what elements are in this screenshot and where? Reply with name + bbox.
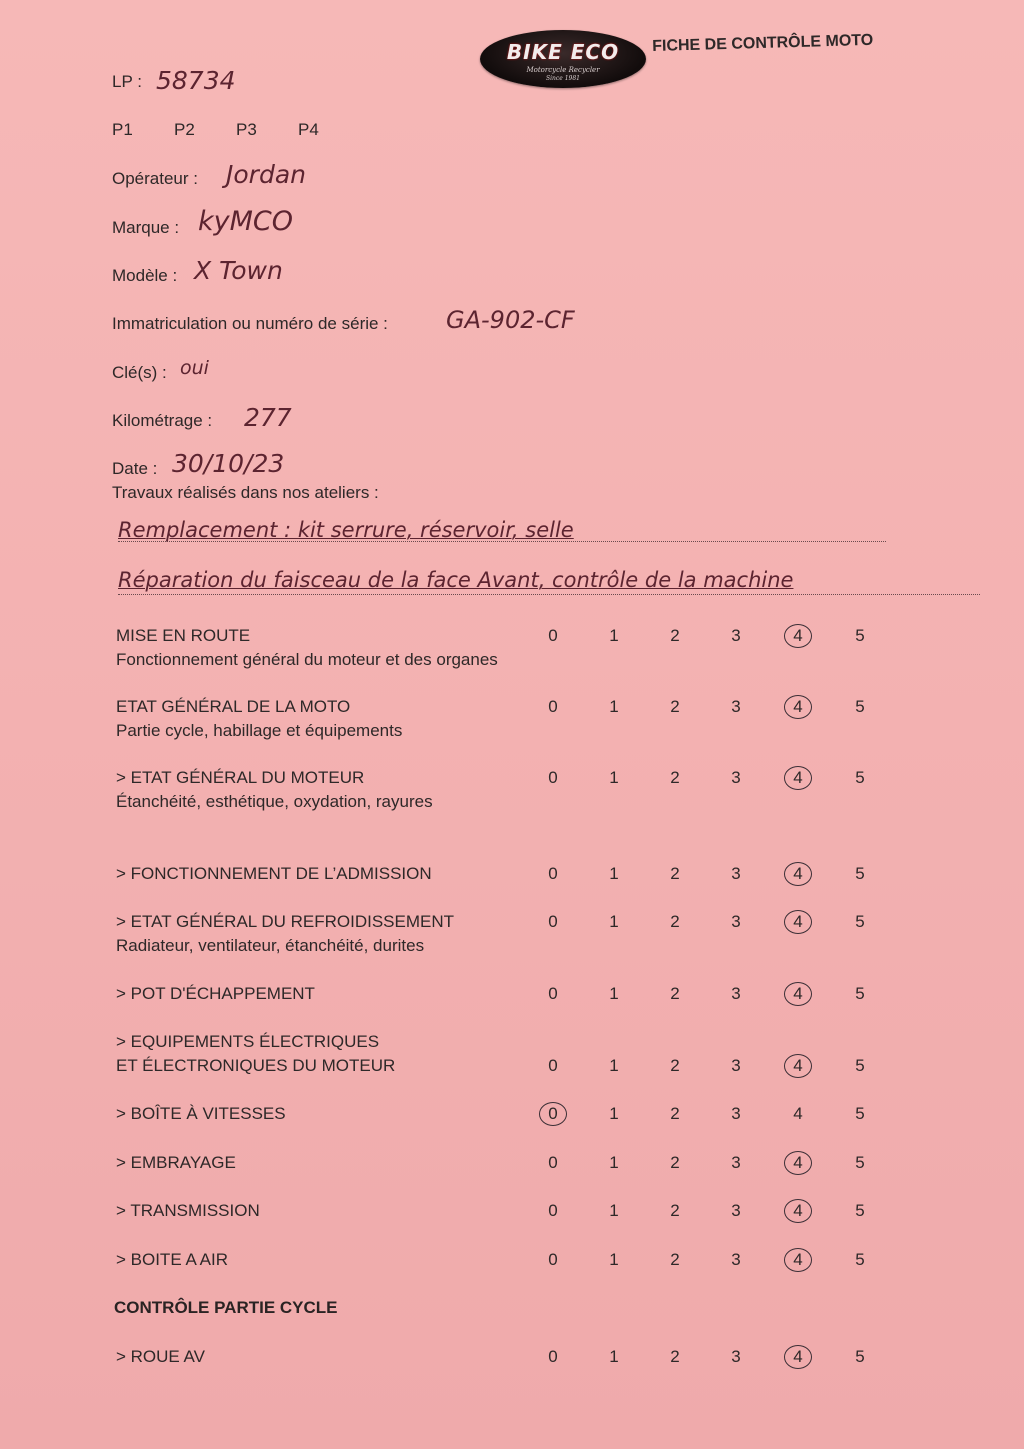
score-boite-a-air-1[interactable]: 1 xyxy=(609,1250,619,1269)
score-etat-general-de-la-moto-0[interactable]: 0 xyxy=(548,697,558,716)
score-embrayage-0[interactable]: 0 xyxy=(548,1153,558,1172)
score-pot-d-echappement-0[interactable]: 0 xyxy=(548,984,558,1003)
score-boite-a-air-2[interactable]: 2 xyxy=(670,1250,680,1269)
score-equipements-electriques-0[interactable]: 0 xyxy=(548,1056,558,1075)
section-cycle-heading: CONTRÔLE PARTIE CYCLE xyxy=(114,1298,338,1317)
score-etat-general-de-la-moto-5[interactable]: 5 xyxy=(855,697,865,716)
logo-tagline: Motorcycle Recycler xyxy=(526,66,600,74)
immatriculation-label: Immatriculation ou numéro de série : xyxy=(112,314,388,333)
score-etat-general-du-refroidissement-3[interactable]: 3 xyxy=(731,912,741,931)
check-title2-equipements-electriques: ET ÉLECTRONIQUES DU MOTEUR xyxy=(116,1056,396,1075)
cles-label: Clé(s) : xyxy=(112,363,167,382)
check-title-mise-en-route: MISE EN ROUTE xyxy=(116,626,251,645)
travaux-label: Travaux réalisés dans nos ateliers : xyxy=(112,483,379,502)
sheet-title: FICHE DE CONTRÔLE MOTO xyxy=(652,31,874,55)
score-boite-a-air-0[interactable]: 0 xyxy=(548,1250,558,1269)
operateur-value: Jordan xyxy=(226,160,306,189)
check-sub-etat-general-du-refroidissement: Radiateur, ventilateur, étanchéité, durites xyxy=(116,936,425,955)
score-mise-en-route-3[interactable]: 3 xyxy=(731,626,741,645)
modele-label: Modèle : xyxy=(112,266,178,285)
score-roue-av-0[interactable]: 0 xyxy=(548,1347,558,1366)
lp-label: LP : xyxy=(112,72,142,91)
score-boite-a-vitesses-3[interactable]: 3 xyxy=(731,1104,741,1123)
score-etat-general-du-refroidissement-2[interactable]: 2 xyxy=(670,912,680,931)
score-boite-a-vitesses-0-selected[interactable]: 0 xyxy=(539,1102,567,1126)
score-equipements-electriques-5[interactable]: 5 xyxy=(855,1056,865,1075)
score-fonctionnement-de-l-admission-4-selected[interactable]: 4 xyxy=(784,862,812,886)
bike-eco-logo xyxy=(480,30,646,88)
score-boite-a-vitesses-1[interactable]: 1 xyxy=(609,1104,619,1123)
score-transmission-1[interactable]: 1 xyxy=(609,1201,619,1220)
score-transmission-0[interactable]: 0 xyxy=(548,1201,558,1220)
marque-value: kyMCO xyxy=(198,206,294,237)
score-boite-a-vitesses-5[interactable]: 5 xyxy=(855,1104,865,1123)
score-roue-av-3[interactable]: 3 xyxy=(731,1347,741,1366)
score-etat-general-du-moteur-1[interactable]: 1 xyxy=(609,768,619,787)
check-title-etat-general-de-la-moto: ETAT GÉNÉRAL DE LA MOTO xyxy=(116,697,351,716)
score-roue-av-5[interactable]: 5 xyxy=(855,1347,865,1366)
check-title-etat-general-du-refroidissement: > ETAT GÉNÉRAL DU REFROIDISSEMENT xyxy=(116,912,455,931)
score-pot-d-echappement-1[interactable]: 1 xyxy=(609,984,619,1003)
score-boite-a-air-3[interactable]: 3 xyxy=(731,1250,741,1269)
score-etat-general-du-refroidissement-4-selected[interactable]: 4 xyxy=(784,910,812,934)
kilometrage-label: Kilométrage : xyxy=(112,411,213,430)
check-title-embrayage: > EMBRAYAGE xyxy=(116,1153,236,1172)
score-etat-general-du-moteur-3[interactable]: 3 xyxy=(731,768,741,787)
score-equipements-electriques-3[interactable]: 3 xyxy=(731,1056,741,1075)
score-equipements-electriques-1[interactable]: 1 xyxy=(609,1056,619,1075)
score-etat-general-du-moteur-5[interactable]: 5 xyxy=(855,768,865,787)
marque-label: Marque : xyxy=(112,218,180,237)
score-transmission-4-selected[interactable]: 4 xyxy=(784,1199,812,1223)
check-title-boite-a-air: > BOITE A AIR xyxy=(116,1250,228,1269)
logo-since: Since 1981 xyxy=(546,75,580,82)
date-value: 30/10/23 xyxy=(172,449,285,478)
check-sub-etat-general-de-la-moto: Partie cycle, habillage et équipements xyxy=(116,721,403,740)
score-pot-d-echappement-4-selected[interactable]: 4 xyxy=(784,982,812,1006)
check-title-transmission: > TRANSMISSION xyxy=(116,1201,260,1220)
travaux-line-2 xyxy=(118,594,980,595)
score-boite-a-air-5[interactable]: 5 xyxy=(855,1250,865,1269)
score-fonctionnement-de-l-admission-3[interactable]: 3 xyxy=(731,864,741,883)
score-boite-a-vitesses-4[interactable]: 4 xyxy=(793,1104,803,1123)
score-etat-general-du-moteur-2[interactable]: 2 xyxy=(670,768,680,787)
score-etat-general-du-refroidissement-0[interactable]: 0 xyxy=(548,912,558,931)
score-roue-av-4-selected[interactable]: 4 xyxy=(784,1345,812,1369)
modele-value: X Town xyxy=(194,256,283,285)
kilometrage-value: 277 xyxy=(244,403,292,432)
score-transmission-3[interactable]: 3 xyxy=(731,1201,741,1220)
score-pot-d-echappement-5[interactable]: 5 xyxy=(855,984,865,1003)
score-etat-general-du-refroidissement-1[interactable]: 1 xyxy=(609,912,619,931)
score-embrayage-1[interactable]: 1 xyxy=(609,1153,619,1172)
p1-option: P1 xyxy=(112,120,133,139)
score-roue-av-2[interactable]: 2 xyxy=(670,1347,680,1366)
check-title-fonctionnement-de-l-admission: > FONCTIONNEMENT DE L’ADMISSION xyxy=(116,864,432,883)
operateur-label: Opérateur : xyxy=(112,169,198,188)
immatriculation-value: GA-902-CF xyxy=(446,306,575,334)
score-etat-general-de-la-moto-2[interactable]: 2 xyxy=(670,697,680,716)
score-equipements-electriques-2[interactable]: 2 xyxy=(670,1056,680,1075)
score-mise-en-route-4-selected[interactable]: 4 xyxy=(784,624,812,648)
score-fonctionnement-de-l-admission-1[interactable]: 1 xyxy=(609,864,619,883)
p3-option: P3 xyxy=(236,120,257,139)
score-embrayage-3[interactable]: 3 xyxy=(731,1153,741,1172)
date-label: Date : xyxy=(112,459,158,478)
p2-option: P2 xyxy=(174,120,195,139)
travaux-text-1: Remplacement : kit serrure, réservoir, selle xyxy=(118,518,574,542)
score-etat-general-du-refroidissement-5[interactable]: 5 xyxy=(855,912,865,931)
check-title-etat-general-du-moteur: > ETAT GÉNÉRAL DU MOTEUR xyxy=(116,768,365,787)
score-fonctionnement-de-l-admission-5[interactable]: 5 xyxy=(855,864,865,883)
lp-value: 58734 xyxy=(156,66,236,95)
score-boite-a-vitesses-2[interactable]: 2 xyxy=(670,1104,680,1123)
check-title-roue-av: > ROUE AV xyxy=(116,1347,205,1366)
score-boite-a-air-4-selected[interactable]: 4 xyxy=(784,1248,812,1272)
check-title-boite-a-vitesses: > BOÎTE À VITESSES xyxy=(116,1104,286,1123)
cles-value: oui xyxy=(180,357,209,379)
check-sub-mise-en-route: Fonctionnement général du moteur et des organes xyxy=(116,650,498,669)
score-embrayage-4-selected[interactable]: 4 xyxy=(784,1151,812,1175)
score-fonctionnement-de-l-admission-2[interactable]: 2 xyxy=(670,864,680,883)
score-embrayage-5[interactable]: 5 xyxy=(855,1153,865,1172)
travaux-text-2: Réparation du faisceau de la face Avant, contrôle de la machine xyxy=(118,568,794,592)
score-etat-general-du-moteur-4-selected[interactable]: 4 xyxy=(784,766,812,790)
score-mise-en-route-2[interactable]: 2 xyxy=(670,626,680,645)
score-fonctionnement-de-l-admission-0[interactable]: 0 xyxy=(548,864,558,883)
score-etat-general-de-la-moto-1[interactable]: 1 xyxy=(609,697,619,716)
score-etat-general-du-moteur-0[interactable]: 0 xyxy=(548,768,558,787)
score-mise-en-route-0[interactable]: 0 xyxy=(548,626,558,645)
score-etat-general-de-la-moto-3[interactable]: 3 xyxy=(731,697,741,716)
logo-name: BIKE ECO xyxy=(506,40,620,64)
score-mise-en-route-1[interactable]: 1 xyxy=(609,626,619,645)
score-roue-av-1[interactable]: 1 xyxy=(609,1347,619,1366)
score-mise-en-route-5[interactable]: 5 xyxy=(855,626,865,645)
p4-option: P4 xyxy=(298,120,319,139)
score-etat-general-de-la-moto-4-selected[interactable]: 4 xyxy=(784,695,812,719)
score-transmission-2[interactable]: 2 xyxy=(670,1201,680,1220)
score-pot-d-echappement-2[interactable]: 2 xyxy=(670,984,680,1003)
check-sub-etat-general-du-moteur: Étanchéité, esthétique, oxydation, rayures xyxy=(116,792,433,811)
score-embrayage-2[interactable]: 2 xyxy=(670,1153,680,1172)
check-title-equipements-electriques: > EQUIPEMENTS ÉLECTRIQUES xyxy=(116,1032,380,1051)
score-transmission-5[interactable]: 5 xyxy=(855,1201,865,1220)
score-equipements-electriques-4-selected[interactable]: 4 xyxy=(784,1054,812,1078)
score-pot-d-echappement-3[interactable]: 3 xyxy=(731,984,741,1003)
check-title-pot-d-echappement: > POT D'ÉCHAPPEMENT xyxy=(116,984,315,1003)
